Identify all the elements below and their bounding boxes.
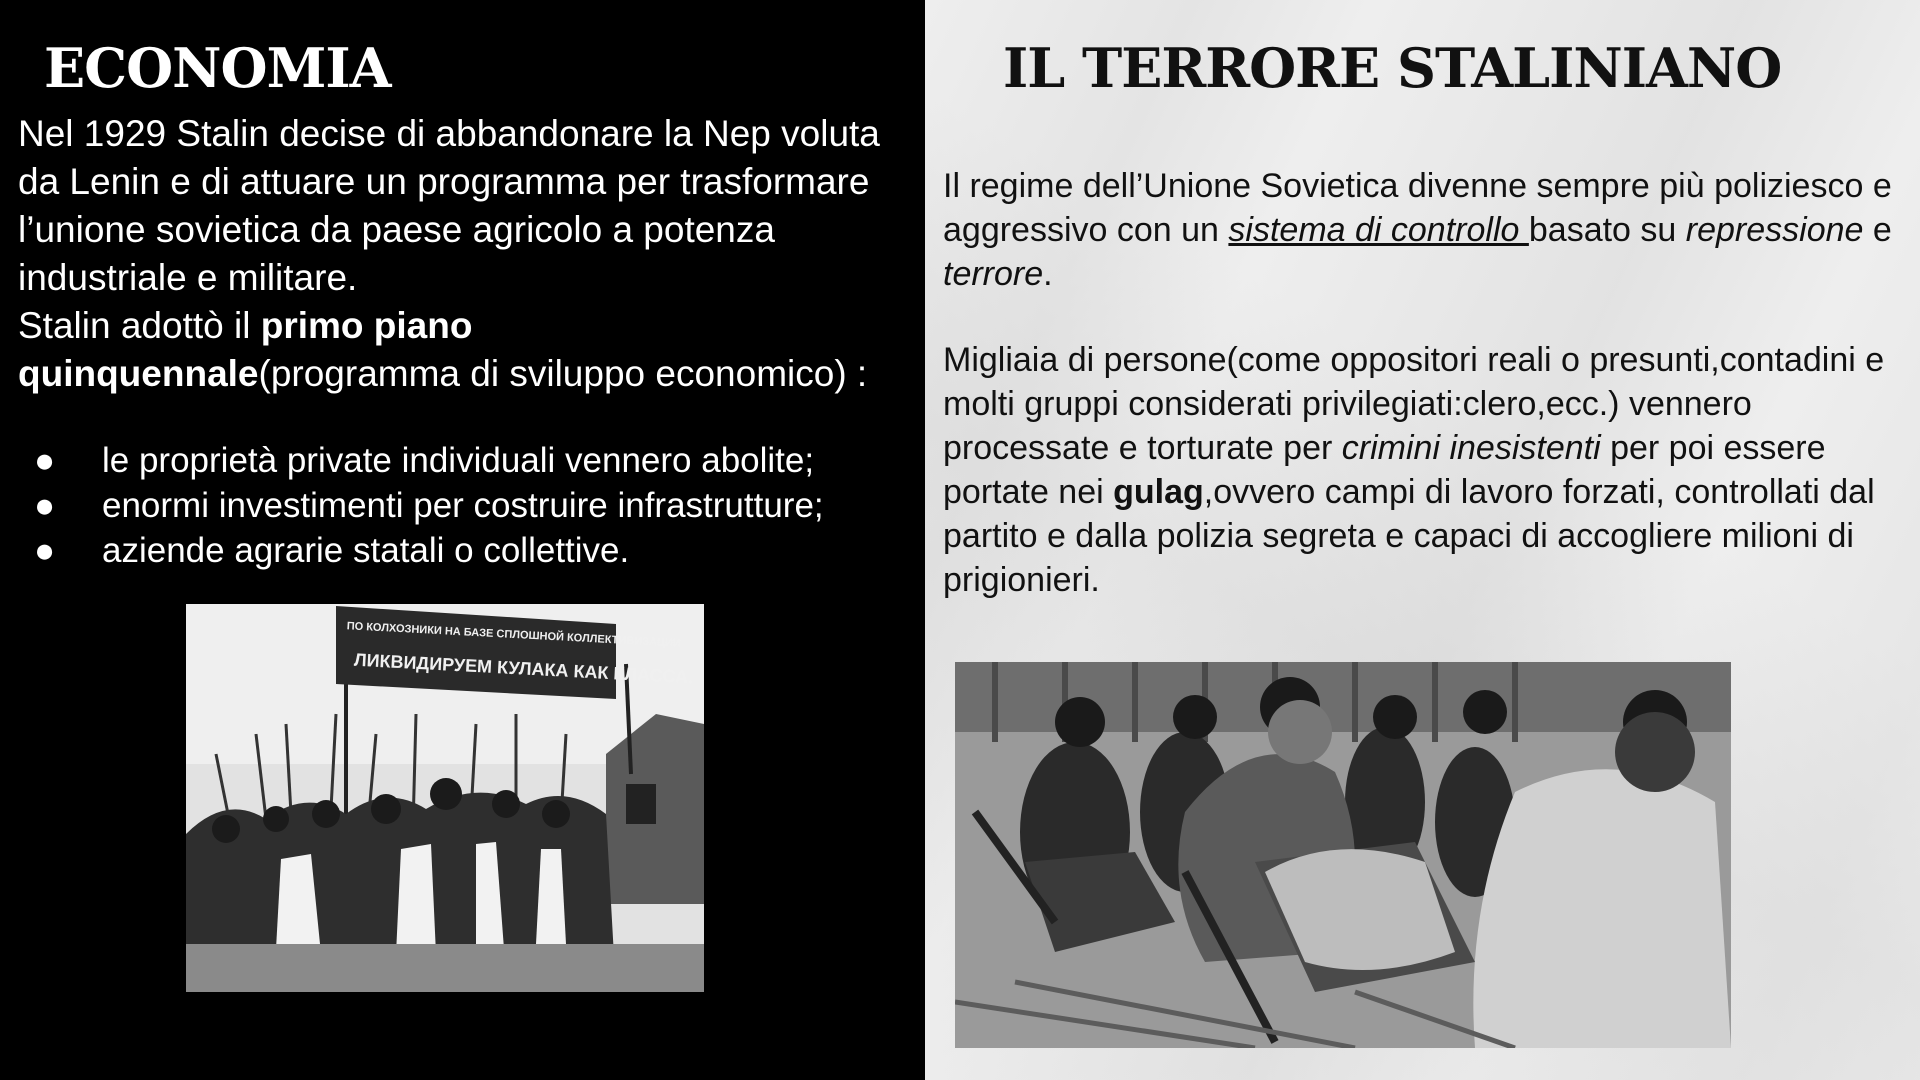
list-item bbox=[0, 483, 824, 528]
text-segment: basato su bbox=[1528, 211, 1686, 249]
bullet-text: aziende agrarie statali o collettive. bbox=[102, 531, 630, 570]
banner-line2: ЛИКВИДИРУЕМ КУЛАКА КАК КЛАССА. bbox=[353, 649, 694, 688]
repressione-italic: repressione bbox=[1685, 211, 1864, 249]
economia-intro: Nel 1929 Stalin decise di abbandonare la Nep voluta da Lenin e di attuare un programma per trasformare l’unione sovietica da paese agricolo a potenza industriale e militare. bbox=[18, 113, 880, 298]
text-segment: Migliaia di persone(come oppositori reali o presunti,contadini e molti gruppi considerati privilegiati:clero,ecc.) vennero processate e torturate per bbox=[943, 341, 1885, 467]
text-segment: Il regime dell’Unione Sovietica divenne sempre più poliziesco e aggressivo con un bbox=[943, 167, 1892, 249]
bullet-text: le proprietà private individuali vennero abolite; bbox=[102, 441, 815, 480]
terrore-paragraph-2 bbox=[943, 338, 1913, 602]
list-item bbox=[0, 528, 824, 573]
banner-line1: ПО КОЛХОЗНИКИ НА БАЗЕ СПЛОШНОЙ КОЛЛЕКТИВИЗАЦИИ bbox=[346, 620, 682, 650]
collectivization-photo bbox=[186, 604, 704, 992]
bullet-icon: ● bbox=[34, 486, 56, 525]
text-segment: ,ovvero campi di lavoro forzati, controllati dal partito e dalla polizia segreta e capaci di accogliere milioni di prigionieri. bbox=[943, 473, 1875, 599]
economia-plan-suffix: (programma di sviluppo economico) : bbox=[258, 353, 868, 394]
terrore-paragraph-1 bbox=[943, 164, 1913, 296]
terrore-italic: terrore bbox=[943, 255, 1044, 293]
right-panel bbox=[925, 0, 1920, 1080]
text-segment: . bbox=[1043, 255, 1053, 293]
bullet-icon: ● bbox=[34, 441, 56, 480]
list-item bbox=[0, 438, 824, 483]
economia-paragraph bbox=[18, 110, 918, 398]
bullet-text: enormi investimenti per costruire infrastrutture; bbox=[102, 486, 824, 525]
economia-plan-prefix: Stalin adottò il bbox=[18, 305, 261, 346]
economia-bullet-list bbox=[0, 438, 824, 573]
left-panel bbox=[0, 0, 925, 1080]
text-segment: per poi essere portate nei bbox=[943, 429, 1826, 511]
sistema-di-controllo-link: sistema di controllo bbox=[1228, 211, 1529, 249]
primo-piano-bold: primo piano quinquennale bbox=[18, 305, 473, 394]
gulag-workers-photo bbox=[955, 662, 1731, 1048]
gulag-bold: gulag bbox=[1113, 473, 1204, 511]
terrore-title: IL TERRORE STALINIANO bbox=[1003, 36, 1782, 100]
crimini-italic: crimini inesistenti bbox=[1341, 429, 1601, 467]
economia-title: ECONOMIA bbox=[44, 36, 391, 100]
text-segment: e bbox=[1863, 211, 1892, 249]
bullet-icon: ● bbox=[34, 531, 56, 570]
